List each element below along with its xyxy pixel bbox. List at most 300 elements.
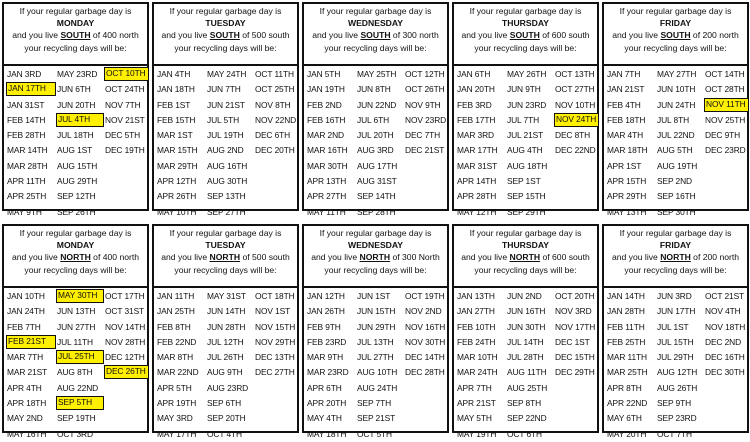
date-cell: APR 19TH: [157, 398, 197, 409]
header-live-text: and you live: [312, 30, 361, 41]
date-cell: OCT 4TH: [207, 428, 242, 439]
empty-cell: [554, 205, 599, 219]
date-cell: MAR 1ST: [157, 130, 193, 141]
date-cell: JUL 20TH: [357, 130, 394, 141]
date-cell: JUN 8TH: [357, 84, 391, 95]
header-boundary: of 200 north: [690, 252, 740, 263]
date-cell: APR 13TH: [307, 176, 347, 187]
date-cell: OCT 11TH: [255, 69, 294, 79]
header-boundary: of 500 south: [239, 30, 290, 41]
empty-cell: [404, 159, 449, 173]
date-cell: FEB 22ND: [157, 336, 197, 347]
header-live-text: and you live: [461, 252, 510, 263]
date-cell: MAY 19TH: [457, 428, 497, 439]
date-cell: MAY 23RD: [57, 69, 98, 79]
date-cell: SEP 1ST: [507, 176, 541, 187]
date-cell: FEB 18TH: [607, 114, 646, 125]
header-live-text: and you live: [161, 252, 210, 263]
date-cell: OCT 6TH: [507, 428, 542, 439]
date-cell: OCT 31ST: [105, 306, 145, 317]
date-cell: JAN 11TH: [157, 291, 195, 301]
date-cell: MAY 26TH: [507, 69, 547, 79]
date-cell: SEP 2ND: [657, 176, 692, 187]
empty-cell: [104, 427, 149, 441]
date-cell: MAY 3RD: [157, 413, 193, 424]
header-line-intro: If your regular garbage day is: [19, 228, 132, 238]
header-line-direction: [304, 251, 447, 263]
empty-cell: [704, 427, 749, 441]
header-line-direction: [304, 29, 447, 41]
date-cell: DEC 19TH: [105, 145, 145, 156]
date-cell: MAR 10TH: [457, 352, 498, 363]
date-cell: MAR 18TH: [607, 145, 648, 156]
date-cell: FEB 4TH: [607, 99, 641, 110]
date-cell: APR 26TH: [157, 191, 197, 202]
header-direction: NORTH: [359, 252, 391, 263]
date-cell: AUG 1ST: [57, 145, 93, 156]
date-cell: AUG 24TH: [357, 382, 398, 393]
empty-cell: [104, 205, 149, 219]
date-cell: JAN 26TH: [307, 306, 345, 317]
date-cell: SEP 9TH: [657, 398, 692, 409]
header-live-text: and you live: [612, 30, 661, 41]
empty-cell: [704, 174, 749, 188]
date-cell: OCT 14TH: [705, 69, 745, 79]
date-cell: JUN 17TH: [657, 306, 696, 317]
empty-cell: [254, 427, 299, 441]
date-cell: MAY 24TH: [207, 69, 247, 79]
date-cell: APR 28TH: [457, 191, 497, 202]
empty-cell: [254, 159, 299, 173]
header-line-intro: If your regular garbage day is: [319, 228, 432, 238]
date-cell: DEC 7TH: [405, 130, 441, 141]
date-cell: SEP 21ST: [357, 413, 396, 424]
date-cell: AUG 9TH: [207, 367, 243, 378]
date-cell: NOV 3RD: [555, 306, 592, 317]
dates-grid: [304, 66, 447, 220]
date-cell: AUG 31ST: [357, 176, 397, 187]
date-cell: NOV 4TH: [705, 306, 741, 317]
date-cell: NOV 1ST: [255, 306, 291, 317]
date-cell: APR 8TH: [607, 382, 642, 393]
date-cell: JUN 2ND: [507, 291, 542, 301]
dates-grid: [604, 66, 747, 220]
header-line-outro: your recycling days will be:: [24, 264, 127, 275]
empty-cell: [704, 396, 749, 410]
header-direction: SOUTH: [60, 30, 91, 41]
empty-cell: [254, 189, 299, 203]
date-cell: NOV 22ND: [255, 114, 297, 125]
date-cell: MAR 14TH: [7, 145, 48, 156]
date-cell: APR 18TH: [7, 398, 47, 409]
date-cell: JUL 28TH: [507, 352, 544, 363]
date-cell: MAY 12TH: [457, 206, 497, 217]
date-cell: DEC 9TH: [705, 130, 741, 141]
date-cell: OCT 5TH: [357, 428, 392, 439]
empty-cell: [404, 411, 449, 425]
date-cell: OCT 26TH: [405, 84, 445, 95]
header-day: THURSDAY: [502, 240, 549, 251]
date-cell: JUL 11TH: [57, 336, 93, 347]
empty-cell: [704, 381, 749, 395]
date-cell: AUG 4TH: [507, 145, 543, 156]
date-cell: OCT 27TH: [555, 84, 595, 95]
date-cell: SEP 8TH: [507, 398, 542, 409]
date-cell: JAN 12TH: [307, 291, 345, 301]
date-cell: AUG 8TH: [57, 367, 93, 378]
date-cell: MAR 15TH: [157, 145, 198, 156]
date-cell: AUG 18TH: [507, 160, 548, 171]
date-cell: APR 20TH: [307, 398, 347, 409]
date-cell: JAN 25TH: [157, 306, 195, 317]
date-cell: NOV 23RD: [405, 114, 447, 125]
date-cell: JUN 29TH: [357, 321, 396, 332]
schedule-header: [4, 226, 147, 288]
date-cell: FEB 10TH: [457, 321, 496, 332]
date-cell: OCT 25TH: [255, 84, 295, 95]
date-cell: FEB 11TH: [607, 321, 645, 332]
date-cell: AUG 26TH: [657, 382, 698, 393]
dates-grid: [304, 288, 447, 442]
date-cell: JUN 27TH: [57, 321, 96, 332]
header-line-outro: your recycling days will be:: [174, 264, 277, 275]
date-cell: MAR 16TH: [307, 145, 348, 156]
date-cell: JUN 22ND: [357, 99, 397, 110]
header-live-text: and you live: [461, 30, 510, 41]
date-cell: SEP 15TH: [507, 191, 546, 202]
header-direction: SOUTH: [209, 30, 240, 41]
date-cell: DEC 12TH: [105, 352, 145, 363]
date-cell: FEB 14TH: [7, 114, 46, 125]
schedule-header: [604, 226, 747, 288]
date-cell: DEC 28TH: [405, 367, 445, 378]
header-boundary: of 500 south: [240, 252, 290, 263]
date-cell: OCT 24TH: [105, 84, 145, 95]
header-line-outro: your recycling days will be:: [324, 42, 427, 53]
date-cell: NOV 30TH: [405, 336, 446, 347]
header-boundary: of 600 south: [540, 252, 590, 263]
date-cell: AUG 5TH: [657, 145, 693, 156]
date-cell: MAR 8TH: [157, 352, 194, 363]
header-day: THURSDAY: [502, 18, 549, 29]
empty-cell: [254, 411, 299, 425]
date-cell: JUN 7TH: [207, 84, 241, 95]
date-cell: JUN 30TH: [507, 321, 546, 332]
highlighted-date-cell: FEB 21ST: [6, 335, 56, 349]
schedule-panel-friday-south: [602, 2, 749, 217]
schedule-panel-tuesday-south: [152, 2, 299, 217]
date-cell: MAY 16TH: [7, 428, 47, 439]
date-cell: FEB 24TH: [457, 336, 496, 347]
date-cell: JAN 13TH: [457, 291, 495, 301]
empty-cell: [104, 189, 149, 203]
date-cell: DEC 13TH: [255, 352, 295, 363]
header-line-direction: [4, 251, 147, 263]
header-line-intro: If your regular garbage day is: [319, 6, 432, 16]
date-cell: SEP 28TH: [357, 206, 396, 217]
date-cell: JUN 13TH: [57, 306, 96, 317]
date-cell: OCT 12TH: [405, 69, 445, 79]
date-cell: DEC 30TH: [705, 367, 745, 378]
header-line-outro: your recycling days will be:: [24, 42, 127, 53]
header-day: WEDNESDAY: [347, 18, 404, 29]
header-line-outro: your recycling days will be:: [624, 42, 727, 53]
header-line-direction: [604, 251, 747, 263]
empty-cell: [254, 396, 299, 410]
date-cell: MAY 25TH: [357, 69, 397, 79]
empty-cell: [554, 381, 599, 395]
date-cell: DEC 2ND: [705, 336, 742, 347]
date-cell: SEP 12TH: [57, 191, 96, 202]
date-cell: FEB 8TH: [157, 321, 191, 332]
date-cell: JAN 5TH: [307, 69, 341, 79]
header-live-text: and you live: [311, 252, 360, 263]
date-cell: JAN 20TH: [457, 84, 495, 95]
empty-cell: [554, 396, 599, 410]
date-cell: NOV 2ND: [405, 306, 442, 317]
date-cell: MAY 6TH: [607, 413, 642, 424]
empty-cell: [704, 189, 749, 203]
date-cell: JUL 29TH: [657, 352, 694, 363]
date-cell: DEC 16TH: [705, 352, 745, 363]
date-cell: APR 1ST: [607, 160, 642, 171]
dates-grid: [4, 66, 147, 220]
date-cell: JAN 28TH: [607, 306, 645, 317]
schedule-panel-thursday-north: [452, 224, 599, 439]
header-line-intro: If your regular garbage day is: [169, 228, 282, 238]
dates-grid: [154, 288, 297, 442]
date-cell: APR 15TH: [607, 176, 647, 187]
header-line-intro: If your regular garbage day is: [619, 6, 732, 16]
highlighted-date-cell: NOV 11TH: [704, 98, 749, 112]
date-cell: MAR 4TH: [607, 130, 644, 141]
header-live-text: and you live: [11, 252, 61, 263]
date-cell: JAN 24TH: [7, 306, 45, 317]
date-cell: JUL 14TH: [507, 336, 544, 347]
date-cell: APR 12TH: [157, 176, 197, 187]
date-cell: NOV 7TH: [105, 99, 141, 110]
date-cell: MAR 3RD: [457, 130, 494, 141]
empty-cell: [554, 174, 599, 188]
header-direction: NORTH: [209, 252, 241, 263]
dates-grid: [154, 66, 297, 220]
date-cell: JUN 28TH: [207, 321, 246, 332]
header-boundary: of 400 north: [90, 30, 139, 41]
empty-cell: [704, 159, 749, 173]
header-line-intro: If your regular garbage day is: [19, 6, 132, 16]
date-cell: NOV 17TH: [555, 321, 596, 332]
empty-cell: [254, 381, 299, 395]
schedule-panel-friday-north: [602, 224, 749, 439]
date-cell: MAY 9TH: [7, 206, 42, 217]
date-cell: JUL 1ST: [657, 321, 689, 332]
header-line-direction: [154, 251, 297, 263]
date-cell: APR 21ST: [457, 398, 496, 409]
date-cell: SEP 19TH: [57, 413, 96, 424]
date-cell: MAR 2ND: [307, 130, 344, 141]
schedule-panel-wednesday-north: [302, 224, 449, 439]
date-cell: OCT 18TH: [255, 291, 295, 301]
date-cell: FEB 16TH: [307, 114, 346, 125]
empty-cell: [104, 381, 149, 395]
header-direction: SOUTH: [360, 30, 391, 41]
date-cell: JUL 12TH: [207, 336, 244, 347]
date-cell: MAR 21ST: [7, 367, 48, 378]
date-cell: SEP 16TH: [657, 191, 696, 202]
date-cell: JUN 21ST: [207, 99, 245, 110]
date-cell: MAY 27TH: [657, 69, 697, 79]
date-cell: JUL 5TH: [207, 114, 240, 125]
header-day: WEDNESDAY: [347, 240, 404, 251]
date-cell: DEC 15TH: [555, 352, 595, 363]
highlighted-date-cell: DEC 26TH: [104, 365, 149, 379]
date-cell: FEB 1ST: [157, 99, 191, 110]
date-cell: JUN 1ST: [357, 291, 391, 301]
date-cell: JAN 4TH: [157, 69, 191, 79]
date-cell: JUN 24TH: [657, 99, 696, 110]
empty-cell: [404, 381, 449, 395]
dates-grid: [604, 288, 747, 442]
header-day: MONDAY: [56, 240, 95, 251]
date-cell: MAR 25TH: [607, 367, 648, 378]
empty-cell: [704, 411, 749, 425]
header-line-direction: [454, 29, 597, 41]
date-cell: OCT 3RD: [57, 428, 93, 439]
south-schedules-row: [2, 2, 748, 217]
schedule-panel-monday-north: [2, 224, 149, 439]
date-cell: NOV 15TH: [255, 321, 296, 332]
dates-grid: [454, 288, 597, 442]
date-cell: NOV 18TH: [705, 321, 746, 332]
date-cell: MAR 23RD: [307, 367, 349, 378]
date-cell: FEB 25TH: [607, 336, 646, 347]
header-line-intro: If your regular garbage day is: [169, 6, 282, 16]
date-cell: AUG 30TH: [207, 176, 248, 187]
schedule-header: [604, 4, 747, 66]
dates-grid: [454, 66, 597, 220]
empty-cell: [254, 174, 299, 188]
highlighted-date-cell: OCT 10TH: [104, 67, 149, 81]
date-cell: JUN 10TH: [657, 84, 696, 95]
header-line-direction: [454, 251, 597, 263]
date-cell: MAR 28TH: [7, 160, 48, 171]
date-cell: OCT 19TH: [405, 291, 445, 301]
date-cell: AUG 17TH: [357, 160, 398, 171]
date-cell: JUL 22ND: [657, 130, 695, 141]
date-cell: JAN 10TH: [7, 291, 45, 301]
date-cell: AUG 10TH: [357, 367, 398, 378]
header-direction: NORTH: [660, 252, 691, 263]
date-cell: MAR 7TH: [7, 352, 44, 363]
highlighted-date-cell: SEP 5TH: [56, 396, 104, 410]
empty-cell: [554, 159, 599, 173]
empty-cell: [404, 427, 449, 441]
date-cell: MAY 2ND: [7, 413, 43, 424]
empty-cell: [104, 396, 149, 410]
date-cell: JAN 18TH: [157, 84, 195, 95]
date-cell: SEP 6TH: [207, 398, 242, 409]
date-cell: OCT 28TH: [705, 84, 745, 95]
date-cell: JAN 14TH: [607, 291, 645, 301]
date-cell: MAR 22ND: [157, 367, 199, 378]
header-line-outro: your recycling days will be:: [474, 264, 577, 275]
date-cell: FEB 9TH: [307, 321, 341, 332]
date-cell: AUG 2ND: [207, 145, 244, 156]
date-cell: AUG 12TH: [657, 367, 698, 378]
date-cell: JUN 9TH: [507, 84, 541, 95]
north-schedules-row: [2, 224, 748, 439]
schedule-panel-monday-south: [2, 2, 149, 217]
date-cell: FEB 3RD: [457, 99, 492, 110]
schedule-header: [454, 226, 597, 288]
date-cell: FEB 17TH: [457, 114, 496, 125]
date-cell: MAR 30TH: [307, 160, 348, 171]
header-line-outro: your recycling days will be:: [474, 42, 577, 53]
date-cell: MAY 5TH: [457, 413, 492, 424]
date-cell: MAY 11TH: [307, 206, 346, 217]
date-cell: SEP 14TH: [357, 191, 396, 202]
date-cell: JAN 31ST: [7, 99, 45, 110]
date-cell: JUN 16TH: [507, 306, 546, 317]
date-cell: AUG 11TH: [507, 367, 547, 378]
empty-cell: [104, 174, 149, 188]
date-cell: APR 7TH: [457, 382, 492, 393]
empty-cell: [404, 205, 449, 219]
date-cell: OCT 20TH: [555, 291, 595, 301]
header-line-intro: If your regular garbage day is: [469, 6, 582, 16]
date-cell: JUL 15TH: [657, 336, 694, 347]
date-cell: JUL 19TH: [207, 130, 244, 141]
empty-cell: [704, 205, 749, 219]
date-cell: DEC 20TH: [255, 145, 295, 156]
date-cell: JUL 7TH: [507, 114, 540, 125]
schedule-header: [304, 4, 447, 66]
date-cell: FEB 7TH: [7, 321, 41, 332]
header-line-outro: your recycling days will be:: [324, 264, 427, 275]
schedule-header: [454, 4, 597, 66]
date-cell: AUG 23RD: [207, 382, 249, 393]
empty-cell: [404, 189, 449, 203]
date-cell: AUG 19TH: [657, 160, 698, 171]
header-direction: SOUTH: [509, 30, 540, 41]
header-live-text: and you live: [611, 252, 661, 263]
date-cell: NOV 16TH: [405, 321, 446, 332]
date-cell: SEP 7TH: [357, 398, 392, 409]
date-cell: NOV 28TH: [105, 336, 146, 347]
date-cell: JAN 3RD: [7, 69, 42, 79]
date-cell: APR 14TH: [457, 176, 497, 187]
date-cell: DEC 21ST: [405, 145, 445, 156]
date-cell: DEC 5TH: [105, 130, 141, 141]
date-cell: JUL 13TH: [357, 336, 394, 347]
date-cell: APR 22ND: [607, 398, 648, 409]
date-cell: JUL 8TH: [657, 114, 690, 125]
header-day: MONDAY: [56, 18, 95, 29]
date-cell: DEC 27TH: [255, 367, 295, 378]
date-cell: APR 6TH: [307, 382, 342, 393]
date-cell: SEP 26TH: [57, 206, 96, 217]
highlighted-date-cell: JUL 4TH: [56, 113, 104, 127]
date-cell: MAR 31ST: [457, 160, 498, 171]
schedule-header: [154, 4, 297, 66]
header-day: TUESDAY: [205, 240, 246, 251]
header-direction: NORTH: [60, 252, 91, 263]
schedule-panel-thursday-south: [452, 2, 599, 217]
date-cell: AUG 15TH: [57, 160, 98, 171]
date-cell: FEB 23RD: [307, 336, 347, 347]
date-cell: OCT 17TH: [105, 291, 145, 301]
date-cell: JAN 7TH: [607, 69, 641, 79]
